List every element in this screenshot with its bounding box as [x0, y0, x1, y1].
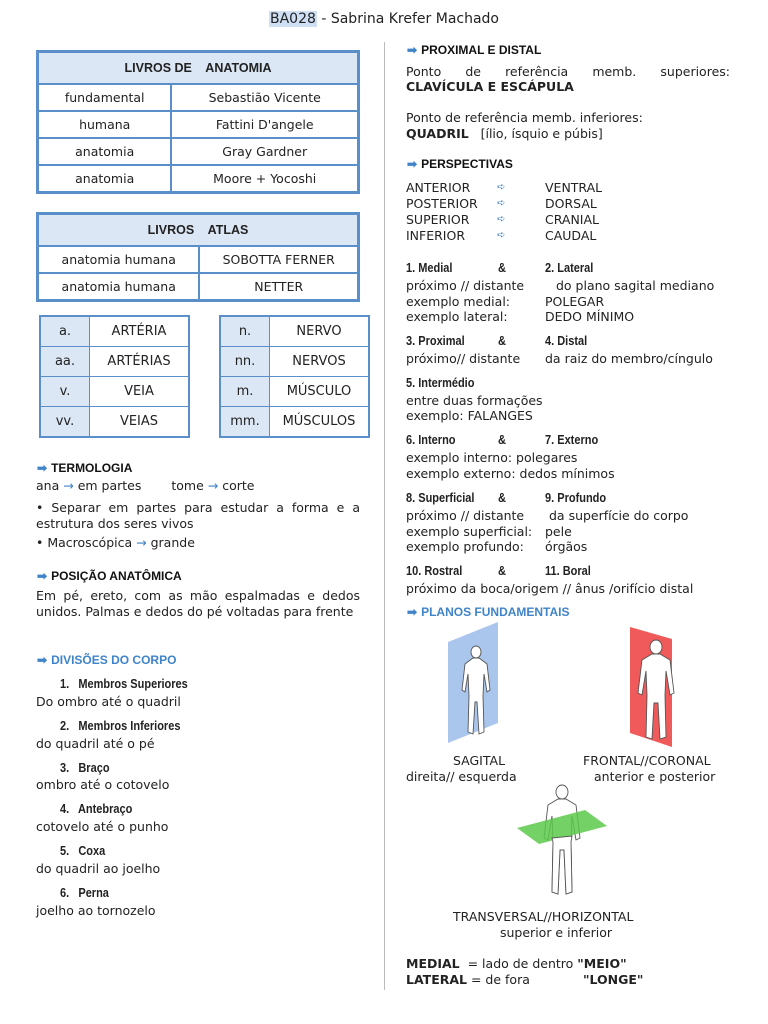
term-amp: &	[498, 491, 506, 505]
medial-quote: "MEIO"	[577, 956, 627, 971]
t10-line1: próximo da boca/origem // ânus /orifício distal	[406, 581, 694, 596]
t1-line3b: DEDO MÍNIMO	[545, 309, 635, 324]
t8-line1b: da superfície do corpo	[549, 508, 689, 523]
table-cell: ARTÉRIAS	[90, 347, 190, 377]
item-number: 3.	[60, 761, 70, 775]
divisao-desc-4: cotovelo até o punho	[36, 819, 169, 834]
table-cell: MÚSCULOS	[270, 407, 370, 438]
term-amp: &	[498, 261, 506, 275]
term-text: em partes	[77, 478, 142, 493]
frontal-label: FRONTAL//CORONAL	[583, 753, 711, 768]
table-row	[40, 316, 189, 347]
section-title: PLANOS FUNDAMENTAIS	[421, 605, 570, 619]
term-9-profundo: 9. Profundo	[545, 491, 607, 505]
table-row	[38, 84, 358, 111]
page-header	[0, 11, 768, 27]
persp-term: POSTERIOR	[406, 196, 478, 211]
t6-line2: exemplo externo: dedos mínimos	[406, 466, 615, 481]
divisao-item-4	[60, 802, 132, 816]
medial-meaning: = lado de dentro	[467, 956, 574, 971]
divisao-item-1	[60, 677, 188, 691]
t1-line1b: do plano sagital mediano	[556, 278, 715, 293]
sagital-desc: direita// esquerda	[406, 769, 517, 784]
lateral-quote: "LONGE"	[583, 972, 644, 987]
table-cell: ARTÉRIA	[90, 316, 190, 347]
table-cell: anatomia humana	[38, 246, 199, 273]
t1-line2a: exemplo medial:	[406, 294, 510, 309]
table-cell: SOBOTTA FERNER	[199, 246, 358, 273]
medial-term: MEDIAL	[406, 956, 460, 971]
table-row	[220, 377, 369, 407]
term-amp: &	[498, 564, 506, 578]
section-title: DIVISÕES DO CORPO	[51, 653, 177, 667]
pd-line3: Ponto de referência memb. inferiores:	[406, 110, 643, 125]
t8-line2b: pele	[545, 524, 572, 539]
table-cell: MÚSCULO	[270, 377, 370, 407]
pd-line4	[406, 126, 603, 142]
t5-line2: exemplo: FALANGES	[406, 408, 533, 423]
divisao-desc-6: joelho ao tornozelo	[36, 903, 156, 918]
divisao-item-2	[60, 719, 180, 733]
livros-atlas-table	[36, 212, 360, 302]
arrow-right-icon: ➪	[497, 182, 506, 193]
table-cell: v.	[40, 377, 90, 407]
section-title: POSIÇÃO ANATÔMICA	[51, 569, 182, 583]
section-title: TERMOLOGIA	[51, 461, 133, 475]
persp-term: DORSAL	[545, 196, 597, 211]
section-divisoes	[37, 653, 176, 667]
table-cell: Moore + Yocoshi	[171, 165, 358, 192]
table-cell: mm.	[220, 407, 270, 438]
table-cell: Gray Gardner	[171, 138, 358, 165]
t8-line1a: próximo // distante	[406, 508, 525, 523]
abbr-table-left	[39, 315, 190, 438]
sagittal-plane-figure	[440, 620, 510, 745]
divisao-desc-2: do quadril até o pé	[36, 736, 155, 751]
persp-term: SUPERIOR	[406, 212, 470, 227]
item-title: Membros Inferiores	[78, 719, 181, 733]
section-perspectivas	[407, 157, 513, 171]
term-5-intermedio: 5. Intermédio	[406, 376, 475, 390]
abbr-table-right	[219, 315, 370, 438]
item-number: 2.	[60, 719, 70, 733]
section-proximal-distal	[407, 43, 541, 57]
table-cell: anatomia humana	[38, 273, 199, 300]
item-number: 5.	[60, 844, 70, 858]
table-cell: VEIA	[90, 377, 190, 407]
table-cell: a.	[40, 316, 90, 347]
table-row	[38, 246, 358, 273]
section-title: PROXIMAL E DISTAL	[421, 43, 542, 57]
t5-line1: entre duas formações	[406, 393, 543, 408]
term-text: • Macroscópica	[36, 535, 133, 550]
medial-def	[406, 956, 627, 972]
arrow-right-icon: ➡	[407, 605, 418, 619]
item-number: 4.	[60, 802, 70, 816]
lateral-term: LATERAL	[406, 972, 467, 987]
persp-term: CRANIAL	[545, 212, 600, 227]
table-row	[220, 316, 369, 347]
t8-line3b: órgãos	[545, 539, 588, 554]
table-cell: fundamental	[38, 84, 171, 111]
pd-bones: [ílio, ísquio e púbis]	[480, 126, 603, 141]
arrow-icon: →	[207, 478, 219, 493]
section-planos	[407, 605, 570, 619]
livros-anatomia-title: LIVROS DE ANATOMIA	[38, 52, 358, 84]
table-row	[220, 347, 369, 377]
table-cell: Fattini D'angele	[171, 111, 358, 138]
table-row	[40, 407, 189, 438]
header-code: BA028	[269, 11, 316, 27]
item-title: Perna	[78, 886, 109, 900]
term-1-medial: 1. Medial	[406, 261, 453, 275]
table-cell: n.	[220, 316, 270, 347]
table-row	[38, 111, 358, 138]
t1-line2b: POLEGAR	[545, 294, 605, 309]
term-6-interno: 6. Interno	[406, 433, 456, 447]
table-row	[40, 377, 189, 407]
persp-term: CAUDAL	[545, 228, 597, 243]
sagital-label: SAGITAL	[453, 753, 506, 768]
t3-line1b: da raiz do membro/cíngulo	[545, 351, 713, 366]
arrow-right-icon: ➡	[37, 569, 48, 583]
table-cell: NERVOS	[270, 347, 370, 377]
divisao-item-3	[60, 761, 110, 775]
persp-term: INFERIOR	[406, 228, 466, 243]
table-cell: nn.	[220, 347, 270, 377]
table-cell: NETTER	[199, 273, 358, 300]
table-cell: aa.	[40, 347, 90, 377]
table-row	[38, 165, 358, 192]
table-row	[220, 407, 369, 438]
lateral-meaning: = de fora	[470, 972, 530, 987]
livros-atlas-title: LIVROS ATLAS	[38, 214, 358, 246]
term-text: ana	[36, 478, 60, 493]
table-cell: anatomia	[38, 138, 171, 165]
arrow-icon: →	[63, 478, 74, 493]
table-cell: vv.	[40, 407, 90, 438]
term-7-externo: 7. Externo	[545, 433, 599, 447]
termologia-bullet2	[36, 535, 195, 551]
column-divider	[384, 42, 385, 990]
divisao-desc-1: Do ombro até o quadril	[36, 694, 181, 709]
item-number: 1.	[60, 677, 70, 691]
t1-line3a: exemplo lateral:	[406, 309, 508, 324]
transversal-label: TRANSVERSAL//HORIZONTAL	[453, 909, 634, 924]
table-cell: VEIAS	[90, 407, 190, 438]
item-title: Antebraço	[77, 802, 133, 816]
term-text: corte	[222, 478, 255, 493]
pd-line2: CLAVÍCULA E ESCÁPULA	[406, 79, 574, 94]
term-4-distal: 4. Distal	[545, 334, 588, 348]
divisao-item-5	[60, 844, 105, 858]
frontal-desc: anterior e posterior	[594, 769, 716, 784]
term-amp: &	[498, 334, 506, 348]
t1-line1a: próximo // distante	[406, 278, 525, 293]
table-cell: Sebastião Vicente	[171, 84, 358, 111]
arrow-right-icon: ➡	[407, 43, 418, 57]
section-termologia	[37, 461, 132, 475]
posicao-text: Em pé, ereto, com as mão espalmadas e dedos unidos. Palmas e dedos do pé voltadas para frente	[36, 588, 360, 619]
item-number: 6.	[60, 886, 70, 900]
divisao-desc-3: ombro até o cotovelo	[36, 777, 170, 792]
arrow-icon: →	[136, 535, 147, 550]
item-title: Membros Superiores	[78, 677, 188, 691]
term-11-boral: 11. Boral	[545, 564, 591, 578]
pd-line1: Ponto de referência memb. superiores:	[406, 64, 730, 79]
table-cell: humana	[38, 111, 171, 138]
term-text: grande	[150, 535, 195, 550]
transverse-plane-figure	[515, 780, 610, 905]
termologia-bullet1: • Separar em partes para estudar a forma e a estrutura dos seres vivos	[36, 500, 360, 531]
livros-anatomia-table	[36, 50, 360, 194]
term-8-superficial: 8. Superficial	[406, 491, 475, 505]
persp-term: VENTRAL	[545, 180, 603, 195]
perspectivas-left	[406, 180, 478, 244]
arrow-right-icon: ➡	[37, 653, 48, 667]
item-title: Coxa	[78, 844, 106, 858]
persp-term: ANTERIOR	[406, 180, 471, 195]
item-title: Braço	[78, 761, 110, 775]
arrow-right-icon: ➪	[497, 214, 506, 225]
table-cell: anatomia	[38, 165, 171, 192]
frontal-plane-figure	[622, 625, 692, 750]
arrow-right-icon: ➪	[497, 198, 506, 209]
term-3-proximal: 3. Proximal	[406, 334, 465, 348]
header-author: - Sabrina Krefer Machado	[316, 11, 499, 27]
table-cell: NERVO	[270, 316, 370, 347]
table-row	[38, 273, 358, 300]
term-amp: &	[498, 433, 506, 447]
arrow-right-icon: ➪	[497, 230, 506, 241]
divisao-item-6	[60, 886, 109, 900]
t3-line1a: próximo// distante	[406, 351, 521, 366]
t8-line2a: exemplo superficial:	[406, 524, 533, 539]
term-10-rostral: 10. Rostral	[406, 564, 463, 578]
term-2-lateral: 2. Lateral	[545, 261, 594, 275]
t6-line1: exemplo interno: polegares	[406, 450, 578, 465]
transversal-desc: superior e inferior	[500, 925, 612, 940]
perspectivas-arrows	[497, 180, 505, 244]
section-title: PERSPECTIVAS	[421, 157, 513, 171]
t8-line3a: exemplo profundo:	[406, 539, 524, 554]
arrow-right-icon: ➡	[37, 461, 48, 475]
pd-quadril: QUADRIL	[406, 126, 469, 141]
termologia-line1	[36, 478, 255, 494]
table-row	[38, 138, 358, 165]
table-cell: m.	[220, 377, 270, 407]
section-posicao	[37, 569, 182, 583]
table-row	[40, 347, 189, 377]
divisao-desc-5: do quadril ao joelho	[36, 861, 161, 876]
perspectivas-right	[545, 180, 602, 244]
lateral-def	[406, 972, 530, 988]
arrow-right-icon: ➡	[407, 157, 418, 171]
term-text: tome	[171, 478, 204, 493]
